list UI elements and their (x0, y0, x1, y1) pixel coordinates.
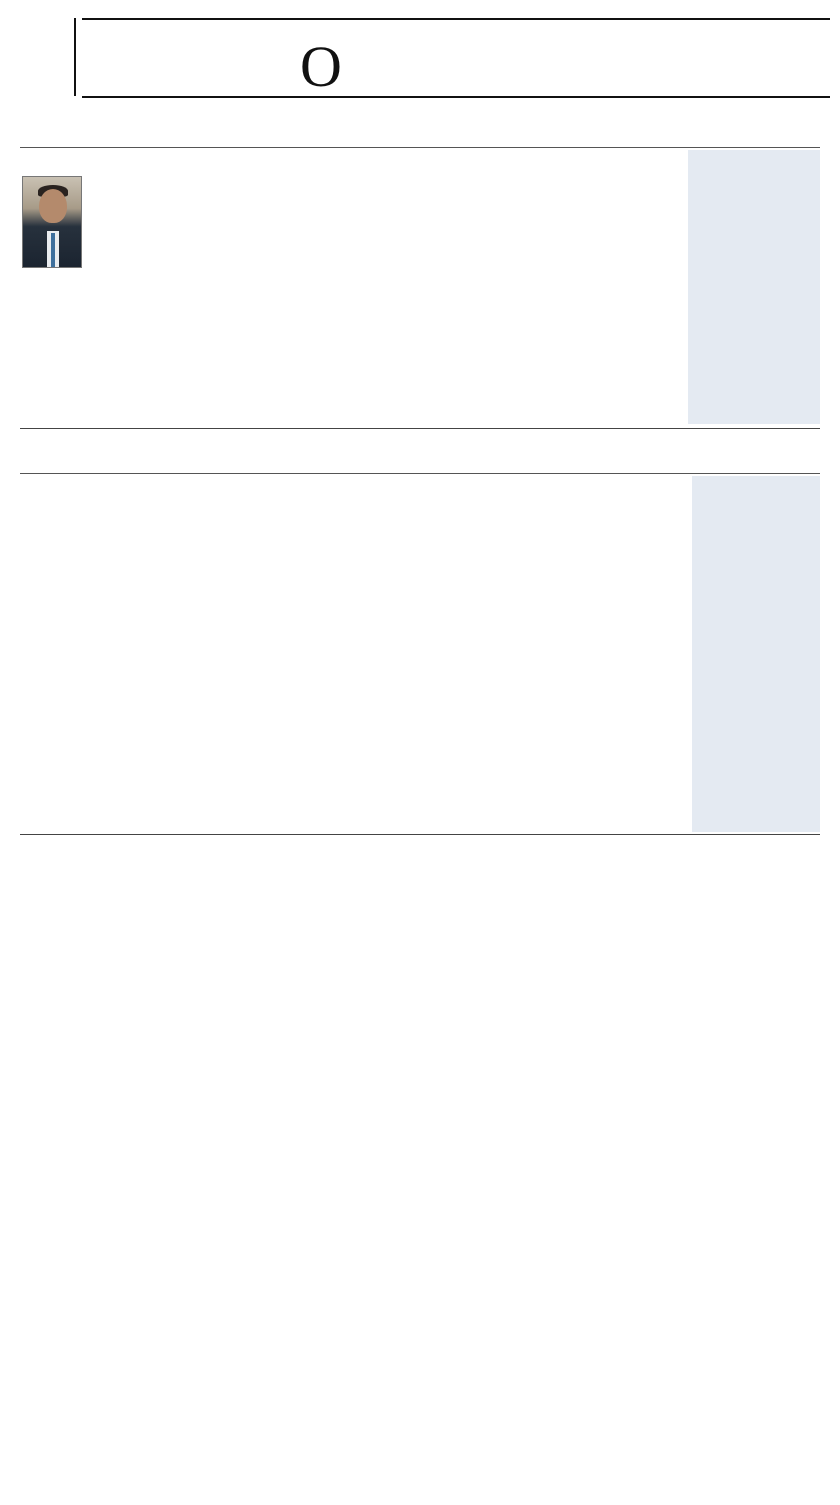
article-1-column-1 (22, 172, 143, 424)
masthead-top-rule (82, 18, 830, 20)
article-1-column-4 (422, 150, 544, 424)
divider-1 (20, 428, 820, 429)
article-2-column-4 (424, 476, 546, 832)
article-2-column-1 (28, 492, 146, 832)
article-1-column-3 (288, 150, 410, 424)
section-title: O (300, 34, 345, 99)
article-2-column-2 (156, 476, 276, 832)
article-1-column-6 (688, 150, 820, 424)
article-2-headline (20, 430, 820, 474)
article-1-headline (20, 104, 820, 148)
article-2-column-3 (290, 476, 412, 832)
article-2-column-6 (692, 476, 820, 832)
article-1-column-2 (154, 150, 276, 424)
masthead-divider (74, 18, 76, 96)
article-1-column-5 (556, 150, 678, 424)
divider-2 (20, 834, 820, 835)
article-2-column-5 (558, 476, 680, 832)
masthead (0, 0, 840, 100)
masthead-bottom-rule (82, 96, 830, 98)
